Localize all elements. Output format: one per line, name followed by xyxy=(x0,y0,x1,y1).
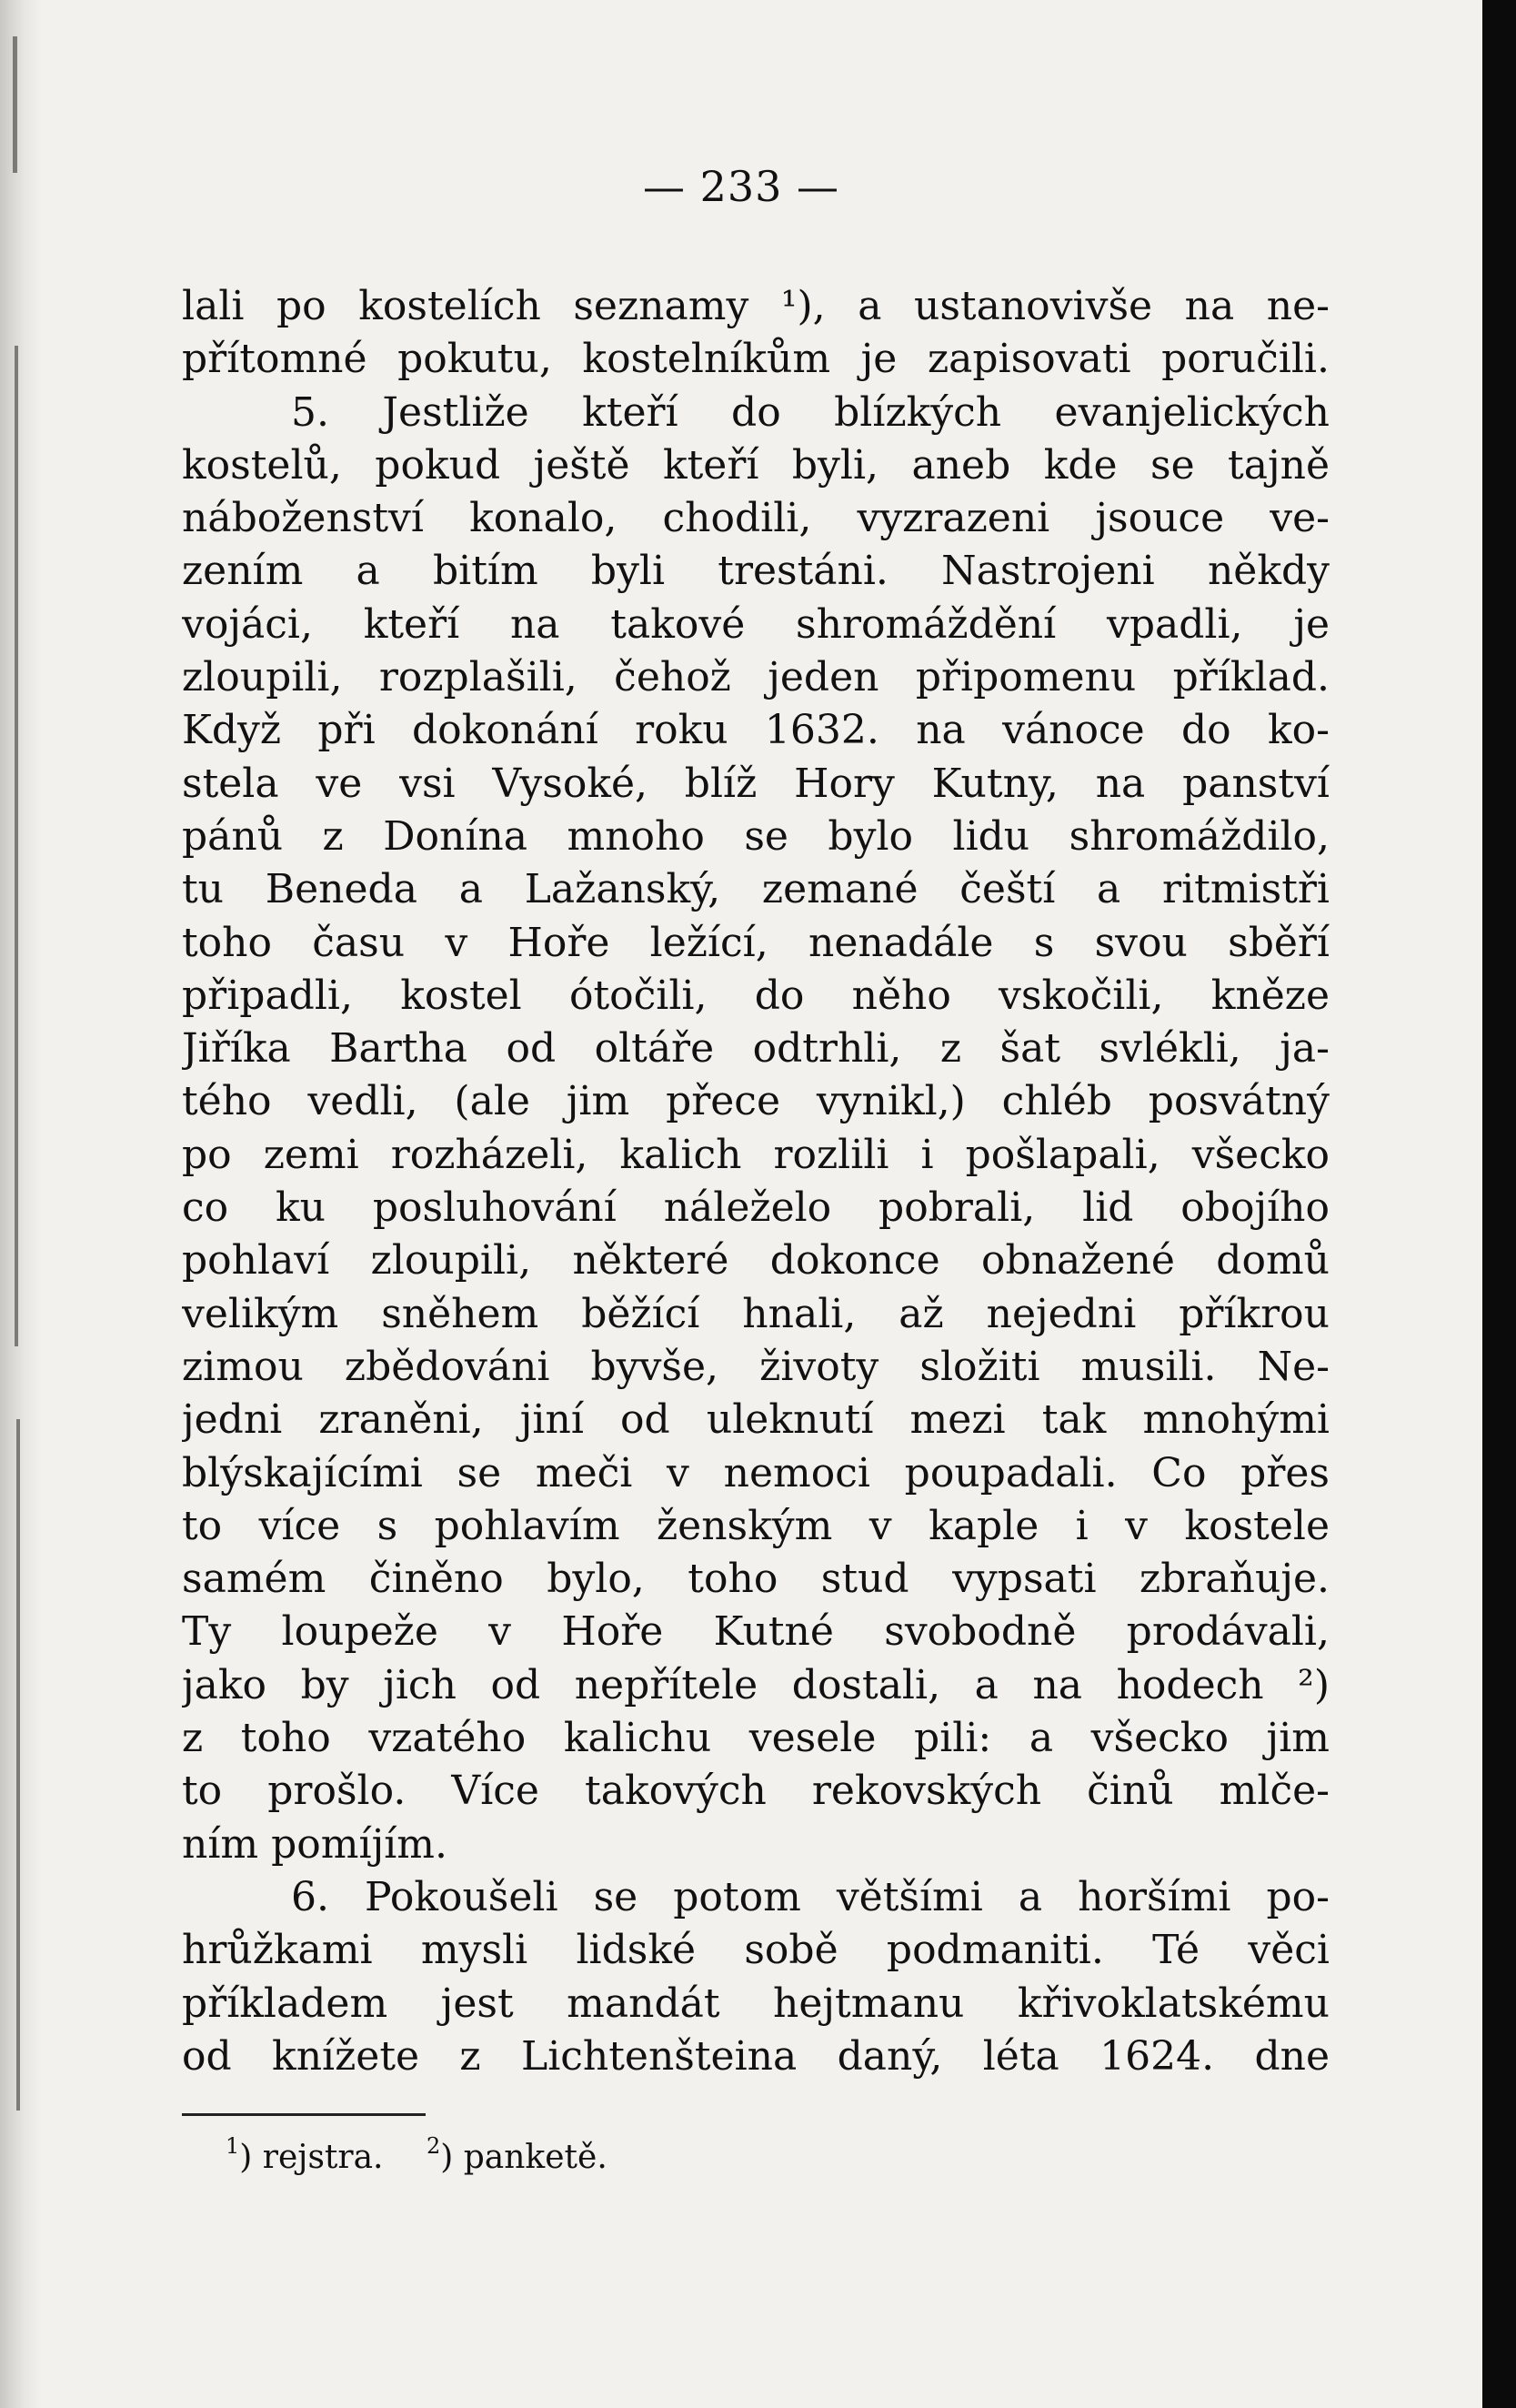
text-line: tého vedli, (ale jim přece vynikl,) chléb posvátný xyxy=(182,1078,1330,1125)
text-line: zloupili, rozplašili, čehož jeden připomenu příklad. xyxy=(182,654,1330,701)
footnote-1-text: ) rejstra. xyxy=(239,2139,384,2176)
text-line: příkladem jest mandát hejtmanu křivoklatskému xyxy=(182,1980,1330,2027)
text-line: od knížete z Lichtenšteina daný, léta 1624. dne xyxy=(182,2032,1330,2080)
text-line: kostelů, pokud ještě kteří byli, aneb kde se tajně xyxy=(182,441,1330,489)
footnote-2 xyxy=(427,2131,607,2185)
text-line: samém činěno bylo, toho stud vypsati zbraňuje. xyxy=(182,1556,1330,1603)
text-line: jako by jich od nepřítele dostali, a na hodech ²) xyxy=(182,1661,1330,1708)
text-line: 5. Jestliže kteří do blízkých evanjelických xyxy=(291,388,1330,436)
text-line: vojáci, kteří na takové shromáždění vpadli, je xyxy=(182,600,1330,648)
footnote-2-marker: 2 xyxy=(426,2133,441,2159)
text-line: stela ve vsi Vysoké, blíž Hory Kutny, na panství xyxy=(182,760,1330,807)
text-line: pohlaví zloupili, některé dokonce obnažené domů xyxy=(182,1237,1330,1285)
text-line: tu Beneda a Lažanský, zemané čeští a ritmistři xyxy=(182,866,1330,913)
text-line: z toho vzatého kalichu vesele pili: a všecko jim xyxy=(182,1715,1330,1762)
text-line: zením a bitím byli trestáni. Nastrojeni někdy xyxy=(182,548,1330,595)
text-line: co ku posluhování náleželo pobrali, lid obojího xyxy=(182,1184,1330,1232)
text-line: jedni zraněni, jiní od uleknutí mezi tak mnohými xyxy=(182,1396,1330,1444)
footnote-2-text: ) panketě. xyxy=(440,2139,607,2176)
text-line: lali po kostelích seznamy ¹), a ustanovivše na ne- xyxy=(182,283,1330,329)
edge-mark xyxy=(16,1419,20,2111)
text-line: náboženství konalo, chodili, vyzrazeni jsouce ve- xyxy=(182,495,1330,542)
text-line: po zemi rozházeli, kalich rozlili i pošlapali, všecko xyxy=(182,1131,1330,1178)
text-line: hrůžkami mysli lidské sobě podmaniti. Té věci xyxy=(182,1927,1330,1974)
text-line: toho času v Hoře ležící, nenadále s svou sběří xyxy=(182,919,1330,966)
footnote-rule xyxy=(182,2113,426,2116)
spine-shadow xyxy=(0,0,42,2408)
text-line: Ty loupeže v Hoře Kutné svobodně prodávali, xyxy=(182,1608,1330,1656)
edge-mark xyxy=(13,36,17,173)
text-line: to prošlo. Více takových rekovských činů mlče- xyxy=(182,1768,1330,1815)
text-line: přítomné pokutu, kostelníkům je zapisovati poručili. xyxy=(182,336,1330,383)
text-line: Jiříka Bartha od oltáře odtrhli, z šat svlékli, ja- xyxy=(182,1025,1330,1073)
text-line: ním pomíjím. xyxy=(182,1820,447,1868)
body-text xyxy=(182,280,1330,2083)
text-line: zimou zbědováni byvše, životy složiti musili. Ne- xyxy=(182,1343,1330,1390)
text-line: blýskajícími se meči v nemoci poupadali. Co přes xyxy=(182,1449,1330,1496)
text-line: to více s pohlavím ženským v kaple i v kostele xyxy=(182,1502,1330,1549)
edge-mark xyxy=(15,346,18,1346)
footnote-1 xyxy=(226,2131,384,2185)
page-number: — 233 — xyxy=(642,162,840,211)
text-line: připadli, kostel ótočili, do něho vskočili, kněze xyxy=(182,972,1330,1019)
text-line: Když při dokonání roku 1632. na vánoce do ko- xyxy=(182,707,1330,754)
footnotes xyxy=(226,2131,640,2185)
text-line: pánů z Donína mnoho se bylo lidu shromáždilo, xyxy=(182,812,1330,860)
text-line: 6. Pokoušeli se potom většími a horšími po- xyxy=(291,1873,1330,1920)
footnote-1-marker: 1 xyxy=(226,2133,240,2159)
text-line: velikým sněhem běžící hnali, až nejedni příkrou xyxy=(182,1290,1330,1337)
